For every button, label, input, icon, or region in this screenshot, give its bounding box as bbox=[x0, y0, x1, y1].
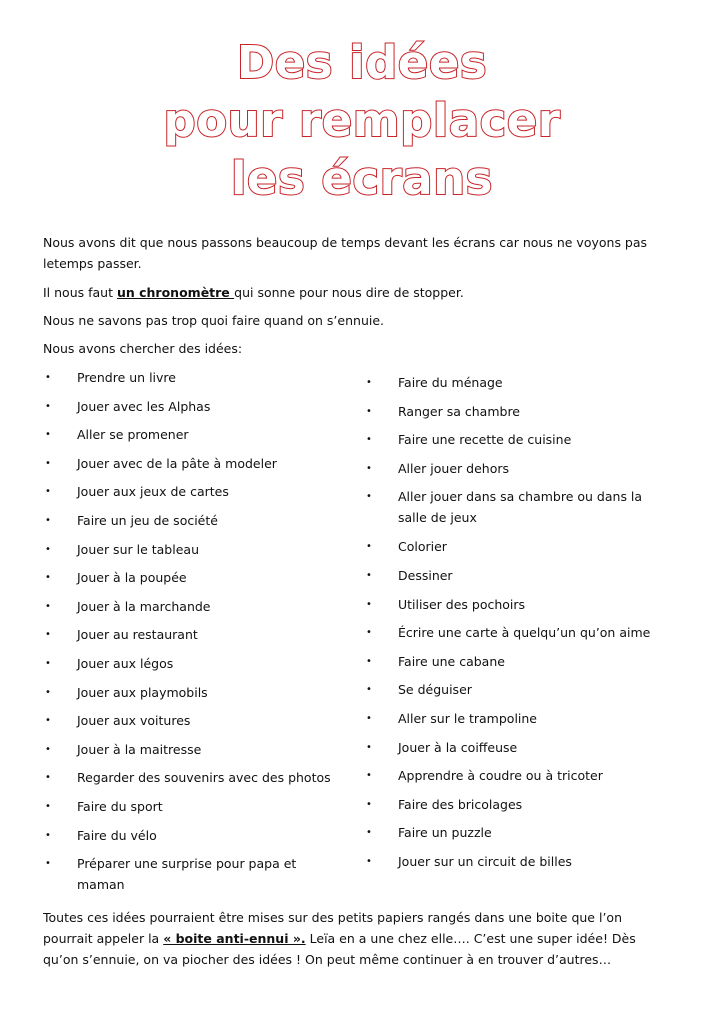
intro-p2-before: Il nous faut bbox=[43, 285, 117, 300]
bullet-icon: • bbox=[366, 377, 372, 388]
list-item-label: Faire du vélo bbox=[77, 827, 157, 843]
intro-paragraph-4: Nous avons chercher des idées: bbox=[43, 341, 243, 356]
list-item-label: Aller jouer dehors bbox=[398, 460, 509, 476]
list-item-label: Faire un jeu de société bbox=[77, 512, 218, 528]
intro-paragraph-3: Nous ne savons pas trop quoi faire quand on s’ennuie. bbox=[43, 313, 385, 328]
list-item-label: Jouer sur le tableau bbox=[77, 541, 199, 557]
list-item-label: Jouer à la marchande bbox=[77, 598, 211, 614]
list-item-label: Faire du ménage bbox=[398, 375, 503, 390]
bullet-icon: • bbox=[366, 627, 372, 639]
list-item bbox=[364, 372, 674, 401]
list-item-label: Aller jouer dans sa chambre ou dans la salle de jeux bbox=[398, 489, 643, 526]
title-line-3: les écrans bbox=[231, 152, 493, 205]
list-item bbox=[364, 536, 674, 565]
bullet-icon: • bbox=[366, 655, 372, 667]
list-item bbox=[364, 708, 674, 737]
list-item bbox=[364, 594, 674, 623]
outro-after: Leïa en a une chez elle…. C’est une super idée! Dès qu’on s’ennuie, on va piocher des idées ! On peut même continuer à en trouver d’autres… bbox=[43, 931, 636, 967]
list-item bbox=[43, 396, 343, 425]
list-item-label: Utiliser des pochoirs bbox=[398, 596, 526, 612]
bullet-icon: • bbox=[366, 569, 372, 581]
list-item-label: Regarder des souvenirs avec des photos bbox=[77, 770, 331, 786]
bullet-icon: • bbox=[45, 572, 51, 584]
title-line-2: pour remplacer bbox=[163, 94, 561, 147]
intro-p2-after: qui sonne pour nous dire de stopper. bbox=[234, 285, 464, 300]
list-item-label: Colorier bbox=[398, 539, 447, 555]
list-item-label: Jouer aux voitures bbox=[77, 713, 191, 729]
bullet-icon: • bbox=[366, 598, 372, 610]
list-item-label: Faire des bricolages bbox=[398, 796, 523, 812]
bullet-icon: • bbox=[366, 405, 372, 417]
bullet-icon: • bbox=[45, 486, 51, 498]
list-item-label: Dessiner bbox=[398, 567, 453, 583]
list-item-label: Faire du sport bbox=[77, 798, 163, 814]
list-item-label: Jouer à la maitresse bbox=[77, 741, 202, 757]
outro-paragraph bbox=[43, 907, 673, 970]
list-item bbox=[43, 825, 343, 854]
list-item bbox=[364, 401, 674, 430]
ideas-list-left bbox=[43, 367, 343, 893]
list-item-label: Se déguiser bbox=[398, 682, 472, 698]
title-line-1: Des idées bbox=[236, 36, 488, 89]
list-item bbox=[43, 653, 343, 682]
bullet-icon: • bbox=[45, 800, 51, 812]
boite-anti-ennui-emphasis: « boite anti-ennui ». bbox=[163, 931, 306, 946]
list-item-label: Faire un puzzle bbox=[398, 825, 492, 841]
ideas-list-right bbox=[364, 372, 674, 880]
list-item-label: Faire une recette de cuisine bbox=[398, 432, 572, 448]
list-item-label: Jouer à la poupée bbox=[77, 570, 187, 586]
bullet-icon: • bbox=[45, 743, 51, 755]
list-item bbox=[43, 767, 343, 796]
list-item-label: Prendre un livre bbox=[77, 370, 176, 385]
list-item-label: Faire une cabane bbox=[398, 653, 505, 669]
bullet-icon: • bbox=[45, 400, 51, 412]
list-item bbox=[43, 739, 343, 768]
bullet-icon: • bbox=[366, 684, 372, 696]
list-item bbox=[43, 481, 343, 510]
list-item bbox=[364, 458, 674, 487]
list-item-label: Jouer avec de la pâte à modeler bbox=[77, 455, 277, 471]
list-item bbox=[43, 624, 343, 653]
list-item-label: Jouer aux jeux de cartes bbox=[77, 484, 229, 500]
list-item bbox=[43, 796, 343, 825]
bullet-icon: • bbox=[45, 858, 51, 870]
list-item bbox=[43, 510, 343, 539]
list-item bbox=[364, 794, 674, 823]
list-item-label: Jouer sur un circuit de billes bbox=[398, 853, 572, 869]
bullet-icon: • bbox=[366, 827, 372, 839]
list-item bbox=[364, 622, 674, 651]
bullet-icon: • bbox=[45, 715, 51, 727]
list-item bbox=[364, 822, 674, 851]
bullet-icon: • bbox=[366, 741, 372, 753]
bullet-icon: • bbox=[45, 686, 51, 698]
bullet-icon: • bbox=[45, 657, 51, 669]
bullet-icon: • bbox=[366, 462, 372, 474]
bullet-icon: • bbox=[45, 629, 51, 641]
list-item bbox=[43, 567, 343, 596]
bullet-icon: • bbox=[366, 770, 372, 782]
list-item bbox=[43, 424, 343, 453]
list-item bbox=[43, 453, 343, 482]
list-item bbox=[43, 367, 343, 396]
list-item-label: Jouer aux playmobils bbox=[77, 684, 208, 700]
list-item bbox=[43, 710, 343, 739]
list-item bbox=[364, 737, 674, 766]
list-item bbox=[43, 853, 343, 893]
page-title bbox=[0, 34, 724, 208]
bullet-icon: • bbox=[366, 491, 372, 503]
outro-before: Toutes ces idées pourraient être mises sur des petits papiers rangés dans une boite que l’on pourrait appeler la bbox=[43, 910, 622, 946]
bullet-icon: • bbox=[366, 798, 372, 810]
bullet-icon: • bbox=[45, 429, 51, 441]
list-item-label: Jouer à la coiffeuse bbox=[398, 739, 518, 755]
list-item-label: Écrire une carte à quelqu’un qu’on aime bbox=[398, 625, 651, 641]
bullet-icon: • bbox=[366, 855, 372, 867]
bullet-icon: • bbox=[366, 434, 372, 446]
list-item bbox=[364, 651, 674, 680]
list-item-label: Préparer une surprise pour papa et maman bbox=[77, 856, 297, 893]
list-item-label: Jouer aux légos bbox=[77, 655, 174, 671]
bullet-icon: • bbox=[45, 543, 51, 555]
list-item bbox=[364, 851, 674, 880]
list-item-label: Jouer avec les Alphas bbox=[77, 398, 211, 414]
list-item bbox=[364, 565, 674, 594]
intro-paragraph-2 bbox=[43, 282, 673, 303]
list-item-label: Aller sur le trampoline bbox=[398, 710, 538, 726]
bullet-icon: • bbox=[366, 712, 372, 724]
bullet-icon: • bbox=[45, 600, 51, 612]
list-item bbox=[43, 682, 343, 711]
bullet-icon: • bbox=[45, 457, 51, 469]
list-item bbox=[43, 596, 343, 625]
intro-paragraph-1: Nous avons dit que nous passons beaucoup de temps devant les écrans car nous ne voyons pas letemps passer. bbox=[43, 235, 648, 271]
list-item bbox=[364, 429, 674, 458]
bullet-icon: • bbox=[45, 514, 51, 526]
list-item-label: Aller se promener bbox=[77, 427, 189, 443]
list-item bbox=[364, 486, 674, 536]
bullet-icon: • bbox=[45, 372, 51, 383]
list-item bbox=[364, 765, 674, 794]
chronometre-emphasis: un chronomètre bbox=[116, 285, 235, 300]
list-item bbox=[43, 539, 343, 568]
list-item-label: Ranger sa chambre bbox=[398, 403, 520, 419]
list-item-label: Jouer au restaurant bbox=[77, 627, 198, 643]
bullet-icon: • bbox=[45, 772, 51, 784]
list-item-label: Apprendre à coudre ou à tricoter bbox=[398, 768, 603, 784]
bullet-icon: • bbox=[366, 541, 372, 553]
list-item bbox=[364, 679, 674, 708]
bullet-icon: • bbox=[45, 829, 51, 841]
